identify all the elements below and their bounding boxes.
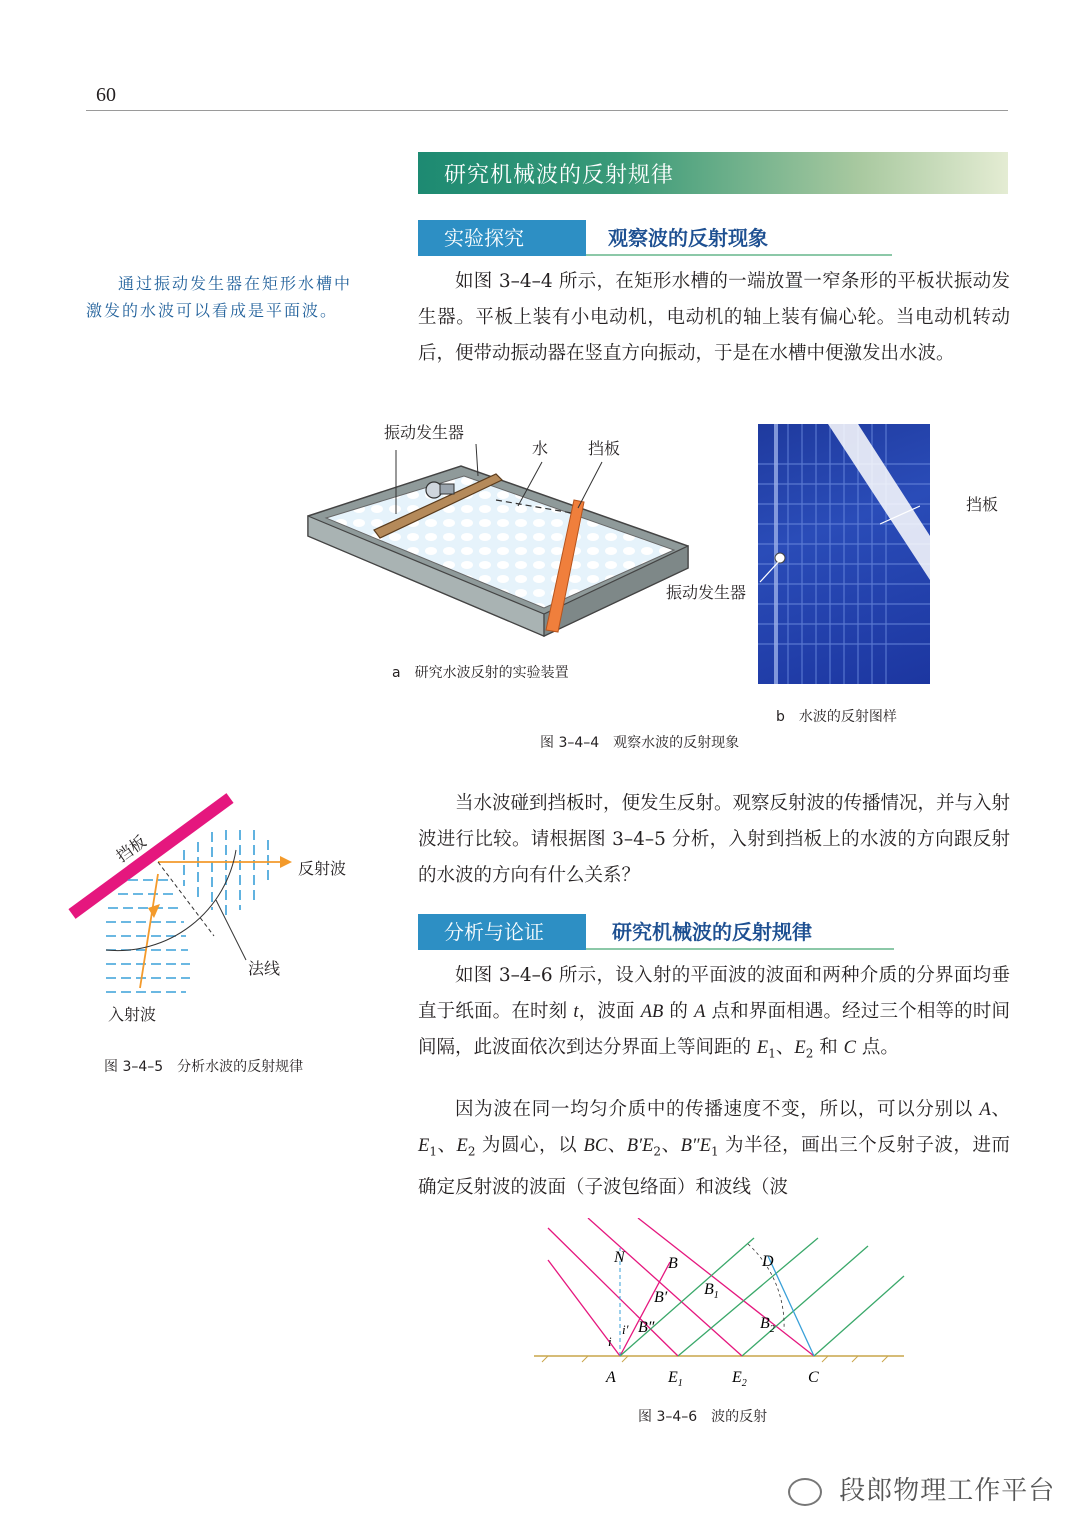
caption-a: a 研究水波反射的实验装置 bbox=[392, 665, 569, 681]
reflection-rule-diagram bbox=[66, 790, 366, 1030]
photo-label-baffle: 挡板 bbox=[966, 495, 999, 514]
page-number: 60 bbox=[96, 84, 116, 106]
fig345-label-normal: 法线 bbox=[248, 959, 281, 978]
section-banner bbox=[418, 152, 1008, 194]
label-baffle: 挡板 bbox=[588, 439, 621, 458]
magenta-baffle bbox=[72, 798, 230, 914]
normal-leader bbox=[216, 900, 246, 960]
paragraph-1 bbox=[418, 264, 1010, 372]
fig346-B-dprime: B″ bbox=[638, 1319, 655, 1336]
interface-hatch bbox=[542, 1356, 888, 1362]
analysis-tag: 分析与论证 bbox=[418, 914, 586, 950]
caption-b: b 水波的反射图样 bbox=[776, 709, 897, 725]
photo-generator-leader bbox=[740, 556, 784, 586]
watermark-text: 段郎物理工作平台 bbox=[839, 1476, 1056, 1506]
fig346-i: i bbox=[608, 1334, 612, 1349]
fig346-E2: $E_2$ bbox=[732, 1369, 747, 1389]
analysis-title: 研究机械波的反射规律 bbox=[612, 920, 812, 944]
experiment-title: 观察波的反射现象 bbox=[608, 226, 768, 250]
paragraph-4-text: 因为波在同一均匀介质中的传播速度不变，所以，可以分别以 A、$E_1$、$E_2$ 为圆心，以 BC、$B'E_2$、$B''E_1$ 为半径，画出三个反射子波，进而确定反射波的波面（子波包络面）和波线（波 bbox=[418, 1099, 1010, 1198]
figure-346-caption: 图 3–4–6 波的反射 bbox=[638, 1409, 768, 1425]
figure-345-caption: 图 3–4–5 分析水波的反射规律 bbox=[104, 1059, 304, 1075]
label-generator: 振动发生器 bbox=[384, 423, 465, 442]
paragraph-3 bbox=[418, 958, 1010, 1072]
apparatus-diagram bbox=[296, 418, 696, 680]
leader-baffle bbox=[578, 462, 602, 508]
figure-344-caption: 图 3–4–4 观察水波的反射现象 bbox=[540, 735, 740, 751]
header-rule bbox=[86, 110, 1008, 111]
experiment-underline bbox=[586, 254, 892, 256]
fig346-i-prime: i′ bbox=[622, 1322, 629, 1337]
normal-line bbox=[158, 862, 214, 936]
reflected-arrow bbox=[280, 856, 292, 868]
fig346-E1: $E_1$ bbox=[668, 1369, 683, 1389]
photo-label-generator: 振动发生器 bbox=[666, 583, 747, 602]
paragraph-4 bbox=[418, 1092, 1010, 1206]
motor-body bbox=[440, 484, 454, 494]
photo-pattern bbox=[758, 424, 930, 684]
fig346-C: C bbox=[808, 1369, 819, 1386]
fig345-label-reflected: 反射波 bbox=[298, 859, 347, 878]
incident-wavefronts-346 bbox=[620, 1262, 670, 1356]
fig345-label-incident: 入射波 bbox=[108, 1005, 157, 1024]
fig346-B2: $B_2$ bbox=[760, 1315, 775, 1335]
watermark bbox=[788, 1470, 1055, 1507]
incident-ray bbox=[140, 874, 158, 988]
experiment-tag: 实验探究 bbox=[418, 220, 586, 256]
wechat-icon bbox=[788, 1478, 822, 1506]
paragraph-1-text: 如图 3–4–4 所示，在矩形水槽的一端放置一窄条形的平板状振动发生器。平板上装有小电动机，电动机的轴上装有偏心轮。当电动机转动后，便带动振动器在竖直方向振动，于是在水槽中便激发出水波。 bbox=[418, 271, 1010, 364]
section-title: 研究机械波的反射规律 bbox=[444, 163, 675, 188]
fig346-B-prime: B′ bbox=[654, 1289, 668, 1306]
paragraph-3-text: 如图 3–4–6 所示，设入射的平面波的波面和两种介质的分界面均垂直于纸面。在时刻 t，波面 AB 的 A 点和界面相遇。经过三个相等的时间间隔，此波面依次到达分界面上等间距的 $E_1$、$E_2$ 和 C 点。 bbox=[418, 965, 1010, 1061]
side-note: 通过振动发生器在矩形水槽中激发的水波可以看成是平面波。 bbox=[86, 274, 353, 320]
paragraph-2-text: 当水波碰到挡板时，便发生反射。观察反射波的传播情况，并与入射波进行比较。请根据图 3–4–5 分析，入射到挡板上的水波的方向跟反射的水波的方向有什么关系？ bbox=[418, 793, 1011, 886]
paragraph-2 bbox=[418, 786, 1010, 894]
incident-rays bbox=[548, 1218, 814, 1356]
photo-baffle-leader bbox=[880, 496, 920, 526]
reflected-wavefronts bbox=[184, 830, 268, 918]
fig346-A: A bbox=[606, 1369, 616, 1386]
fig345-label-baffle: 挡板 bbox=[112, 831, 150, 866]
reflected-wavefront bbox=[768, 1256, 814, 1356]
fig346-B1: $B_1$ bbox=[704, 1281, 719, 1301]
label-water: 水 bbox=[532, 439, 549, 458]
analysis-underline bbox=[586, 948, 894, 950]
wave-reflection-diagram bbox=[528, 1218, 908, 1392]
fig346-N: N bbox=[614, 1249, 625, 1266]
incident-arrow bbox=[148, 904, 160, 918]
fig346-B: B bbox=[668, 1255, 678, 1272]
fig346-D: D bbox=[762, 1253, 774, 1270]
reflection-photo bbox=[758, 424, 930, 684]
